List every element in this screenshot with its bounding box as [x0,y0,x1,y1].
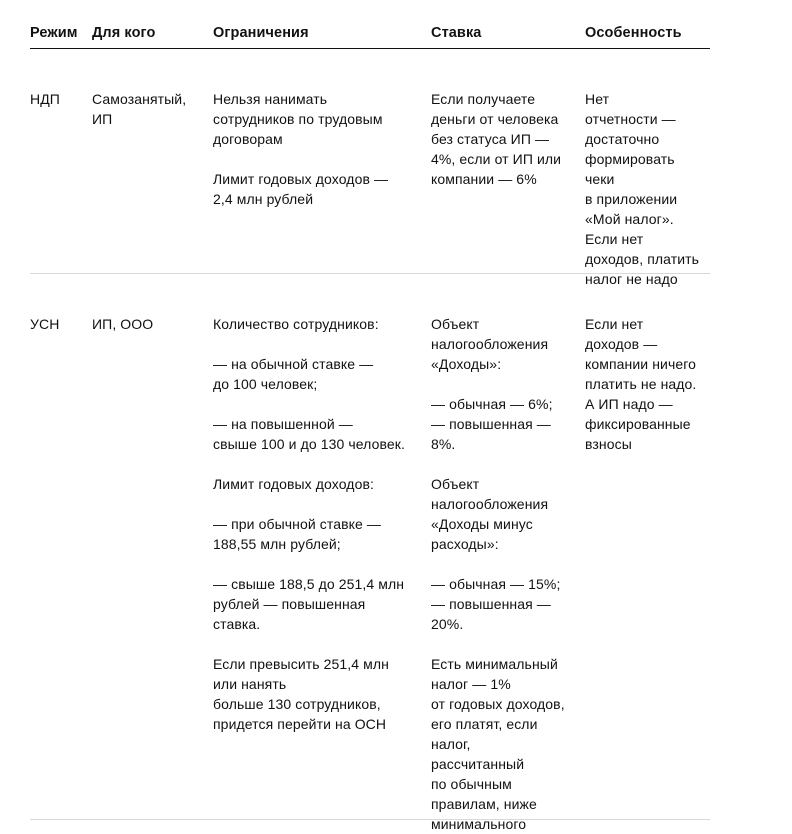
cell-feature [585,89,710,289]
cell-feature [585,314,710,454]
cell-limits [213,314,423,734]
cell-paragraph: Если превысить 251,4 млн или нанять больше 130 сотрудников, придется перейти на ОСН [213,656,389,732]
cell-paragraph: УСН [30,316,60,332]
cell-paragraph: Если нет доходов — компании ничего платить не надо. А ИП надо — фиксированные взносы [585,316,697,452]
cell-paragraph: ИП, ООО [92,316,154,332]
cell-paragraph: Лимит годовых доходов: [213,476,374,492]
header-limits: Ограничения [213,25,309,41]
cell-paragraph: Нет отчетности — достаточно формировать чеки в приложении «Мой налог». Если нет доходов, платить налог не надо [585,91,700,287]
cell-paragraph: — обычная — 15%; — повышенная — 20%. [431,576,561,632]
cell-paragraph: Объект налогообложения «Доходы минус расходы»: [431,476,549,552]
header-regime: Режим [30,25,78,41]
table-row [30,274,710,832]
cell-paragraph: Самозанятый, ИП [92,91,187,127]
header-for-whom: Для кого [92,25,156,41]
header-rate: Ставка [431,25,482,41]
cell-for-whom [92,89,204,129]
cell-for-whom [92,314,204,334]
tax-regime-table [30,22,710,832]
cell-paragraph: Есть минимальный налог — 1% от годовых доходов, его платят, если налог, рассчитанный по обычным правилам, ниже минимального [431,656,565,832]
cell-rate [431,89,577,189]
cell-limits [213,89,423,209]
cell-paragraph: Нельзя нанимать сотрудников по трудовым договорам [213,91,383,147]
cell-regime [30,314,90,334]
cell-paragraph: — свыше 188,5 до 251,4 млн рублей — повышенная ставка. [213,576,405,632]
cell-paragraph: — на повышенной — свыше 100 и до 130 человек. [213,416,405,452]
cell-paragraph: НДП [30,91,60,107]
table-row [30,49,710,287]
cell-paragraph: — обычная — 6%; — повышенная — 8%. [431,396,553,452]
cell-paragraph: Объект налогообложения «Доходы»: [431,316,549,372]
cell-paragraph: Если получаете деньги от человека без статуса ИП — 4%, если от ИП или компании — 6% [431,91,562,187]
cell-paragraph: Количество сотрудников: [213,316,379,332]
cell-rate [431,314,577,834]
header-feature: Особенность [585,25,682,41]
cell-paragraph: — на обычной ставке — до 100 человек; [213,356,374,392]
cell-regime [30,89,90,109]
table-header-row [30,22,710,49]
cell-paragraph: Лимит годовых доходов — 2,4 млн рублей [213,171,389,207]
cell-paragraph: — при обычной ставке — 188,55 млн рублей; [213,516,381,552]
